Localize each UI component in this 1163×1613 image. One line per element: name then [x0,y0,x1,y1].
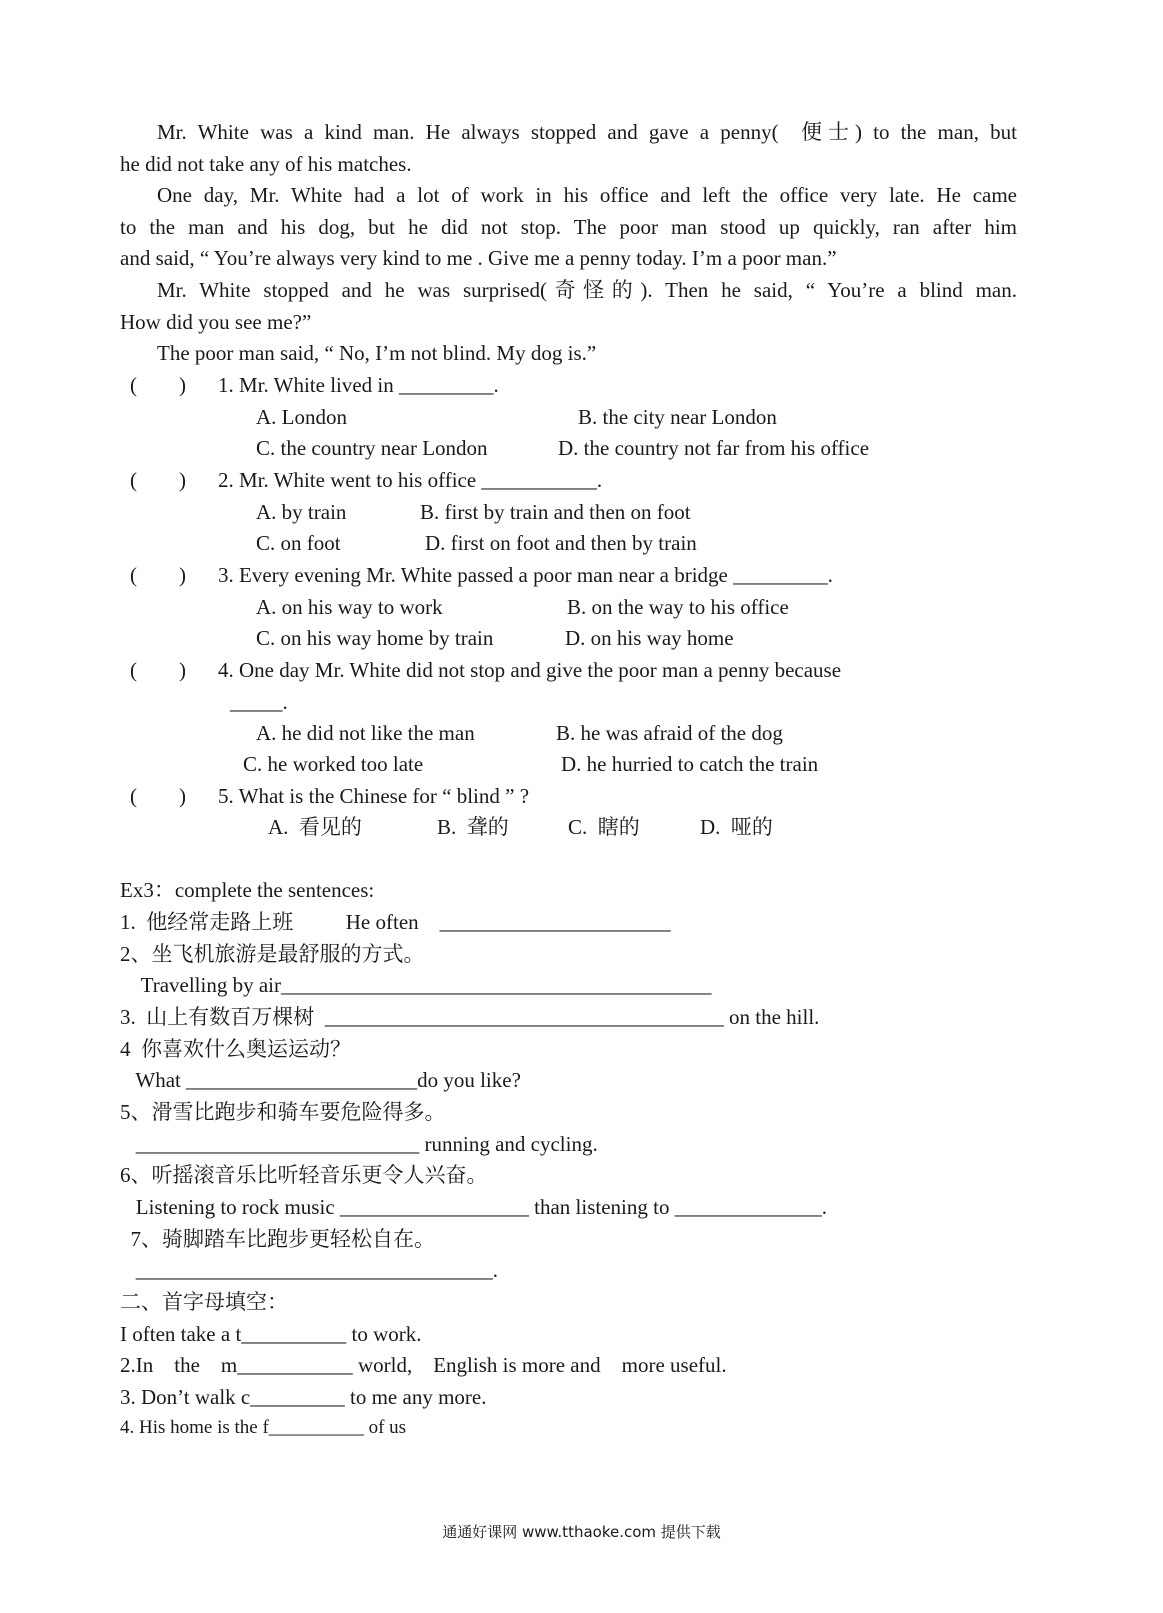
option: A. on his way to work [256,595,443,619]
question-stem: 1. Mr. White lived in _________. [218,373,499,397]
exercise-line: 5、滑雪比跑步和骑车要危险得多。 [120,1100,446,1124]
option: B. 聋的 [437,815,509,839]
option: D. on his way home [565,626,734,650]
exercise-line: 4 你喜欢什么奥运运动？ [120,1037,351,1061]
passage-line: One day, Mr. White had a lot of work in his office and left the office very late. He came [157,183,1017,207]
option: D. he hurried to catch the train [561,752,819,776]
answer-bracket[interactable]: ( ) [130,563,186,587]
question-stem: 2. Mr. White went to his office ___________. [218,468,603,492]
option: A. London [256,405,347,429]
answer-bracket[interactable]: ( ) [130,373,186,397]
answer-bracket[interactable]: ( ) [130,784,186,808]
passage-line: The poor man said, “ No, I’m not blind. My dog is.” [157,341,597,365]
option: C. the country near London [256,436,488,460]
passage-line: How did you see me?” [120,310,312,334]
exercise-line: 4. His home is the f__________ of us [120,1417,407,1438]
exercise-line: 1. 他经常走路上班 He often ______________________ [120,910,671,934]
answer-bracket[interactable]: ( ) [130,658,186,682]
passage-line: Mr. White stopped and he was surprised(奇怪的). Then he said, “ You’re a blind man. [157,278,1017,302]
exercise-line: 2、坐飞机旅游是最舒服的方式。 [120,942,425,966]
page-footer: 通通好课网 www.tthaoke.com 提供下载 [442,1523,721,1541]
option: D. first on foot and then by train [425,531,697,555]
exercise-line: What ______________________do you like? [120,1068,521,1092]
passage-line: he did not take any of his matches. [120,152,412,176]
question-stem: 3. Every evening Mr. White passed a poor man near a bridge _________. [218,563,833,587]
exercise-line: Listening to rock music __________________ than listening to ______________. [120,1195,827,1219]
option: B. on the way to his office [567,595,789,619]
question-stem: 4. One day Mr. White did not stop and give the poor man a penny because [218,658,842,682]
section-title: Ex3：complete the sentences: [120,878,375,902]
option: A. 看见的 [268,815,362,839]
exercise-line: Travelling by air_________________________________________ [120,973,712,997]
exercise-line: ___________________________ running and cycling. [120,1132,598,1156]
section-title: 二、首字母填空： [120,1290,288,1314]
question-stem: 5. What is the Chinese for “ blind ” ? [218,784,530,808]
option: B. he was afraid of the dog [556,721,783,745]
option: A. he did not like the man [256,721,475,745]
option: C. 瞎的 [568,815,640,839]
exercise-line: I often take a t__________ to work. [120,1322,422,1346]
option: C. he worked too late [243,752,424,776]
passage-line: and said, “ You’re always very kind to me . Give me a penny today. I’m a poor man.” [120,246,837,270]
option: B. the city near London [578,405,777,429]
exercise-line: 2.In the m___________ world, English is more and more useful. [120,1353,727,1377]
option: C. on foot [256,531,341,555]
question-stem-continued: _____. [230,690,288,714]
option: A. by train [256,500,347,524]
exercise-line: 3. 山上有数百万棵树 ______________________________________ on the hill. [120,1005,820,1029]
exercise-line: 6、听摇滚音乐比听轻音乐更令人兴奋。 [120,1163,488,1187]
option: D. the country not far from his office [558,436,870,460]
exercise-line: __________________________________. [120,1258,498,1282]
exercise-line: 7、骑脚踏车比跑步更轻松自在。 [120,1227,435,1251]
option: D. 哑的 [700,815,773,839]
passage-line: Mr. White was a kind man. He always stopped and gave a penny( 便士) to the man, but [157,120,1017,144]
option: C. on his way home by train [256,626,494,650]
passage-line: to the man and his dog, but he did not stop. The poor man stood up quickly, ran after him [120,215,1017,239]
exercise-line: 3. Don’t walk c_________ to me any more. [120,1385,487,1409]
option: B. first by train and then on foot [420,500,691,524]
answer-bracket[interactable]: ( ) [130,468,186,492]
